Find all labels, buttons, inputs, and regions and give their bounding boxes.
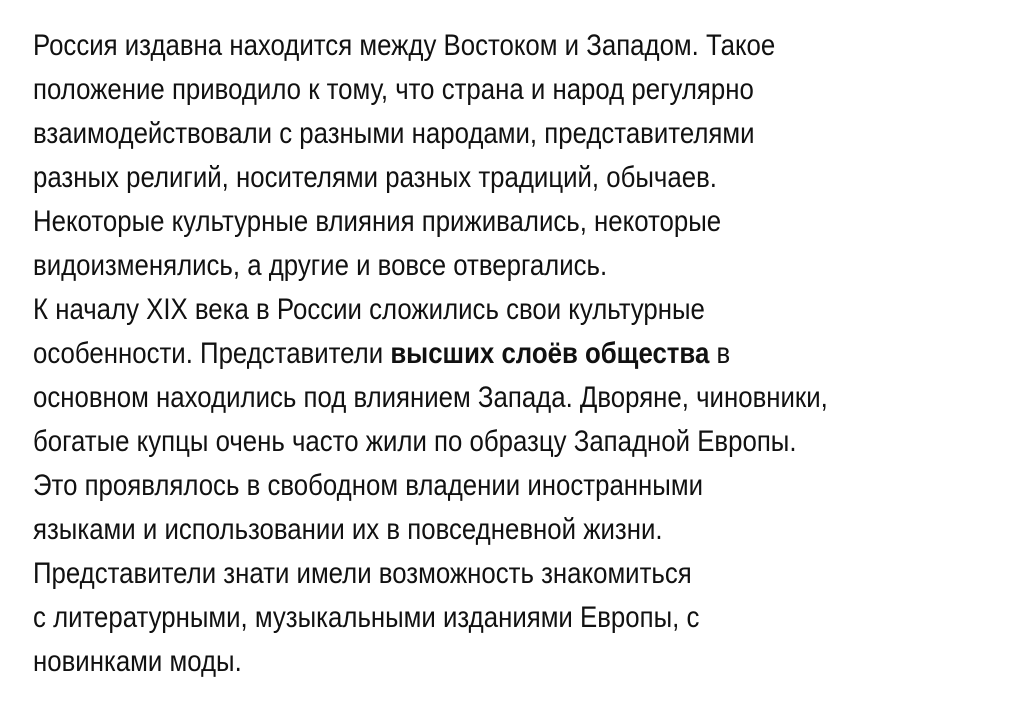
text-line: Некоторые культурные влияния приживались, некоторые: [33, 205, 722, 238]
text-line: взаимодействовали с разными народами, представителями: [33, 117, 755, 150]
emphasized-phrase: высших слоёв общества: [390, 337, 710, 370]
text-line-with-emphasis: [33, 332, 867, 376]
text-line: с литературными, музыкальными изданиями Европы, с: [33, 601, 700, 634]
text-line: Это проявлялось в свободном владении иностранными: [33, 469, 703, 502]
body-text: [33, 24, 867, 684]
text-line: видоизменялись, а другие и вовсе отвергались.: [33, 249, 608, 282]
text-fragment: особенности. Представители: [33, 337, 391, 370]
text-fragment: в: [709, 337, 731, 370]
text-line: положение приводило к тому, что страна и народ регулярно: [33, 73, 754, 106]
text-line: Россия издавна находится между Востоком и Западом. Такое: [33, 29, 776, 62]
text-line: К началу XIX века в России сложились свои культурные: [33, 293, 705, 326]
text-line: основном находились под влиянием Запада. Дворяне, чиновники,: [33, 381, 828, 414]
text-line: новинками моды.: [33, 645, 242, 678]
text-line: языками и использовании их в повседневной жизни.: [33, 513, 663, 546]
text-line: разных религий, носителями разных традиций, обычаев.: [33, 161, 717, 194]
text-line: богатые купцы очень часто жили по образцу Западной Европы.: [33, 425, 797, 458]
text-line: Представители знати имели возможность знакомиться: [33, 557, 692, 590]
